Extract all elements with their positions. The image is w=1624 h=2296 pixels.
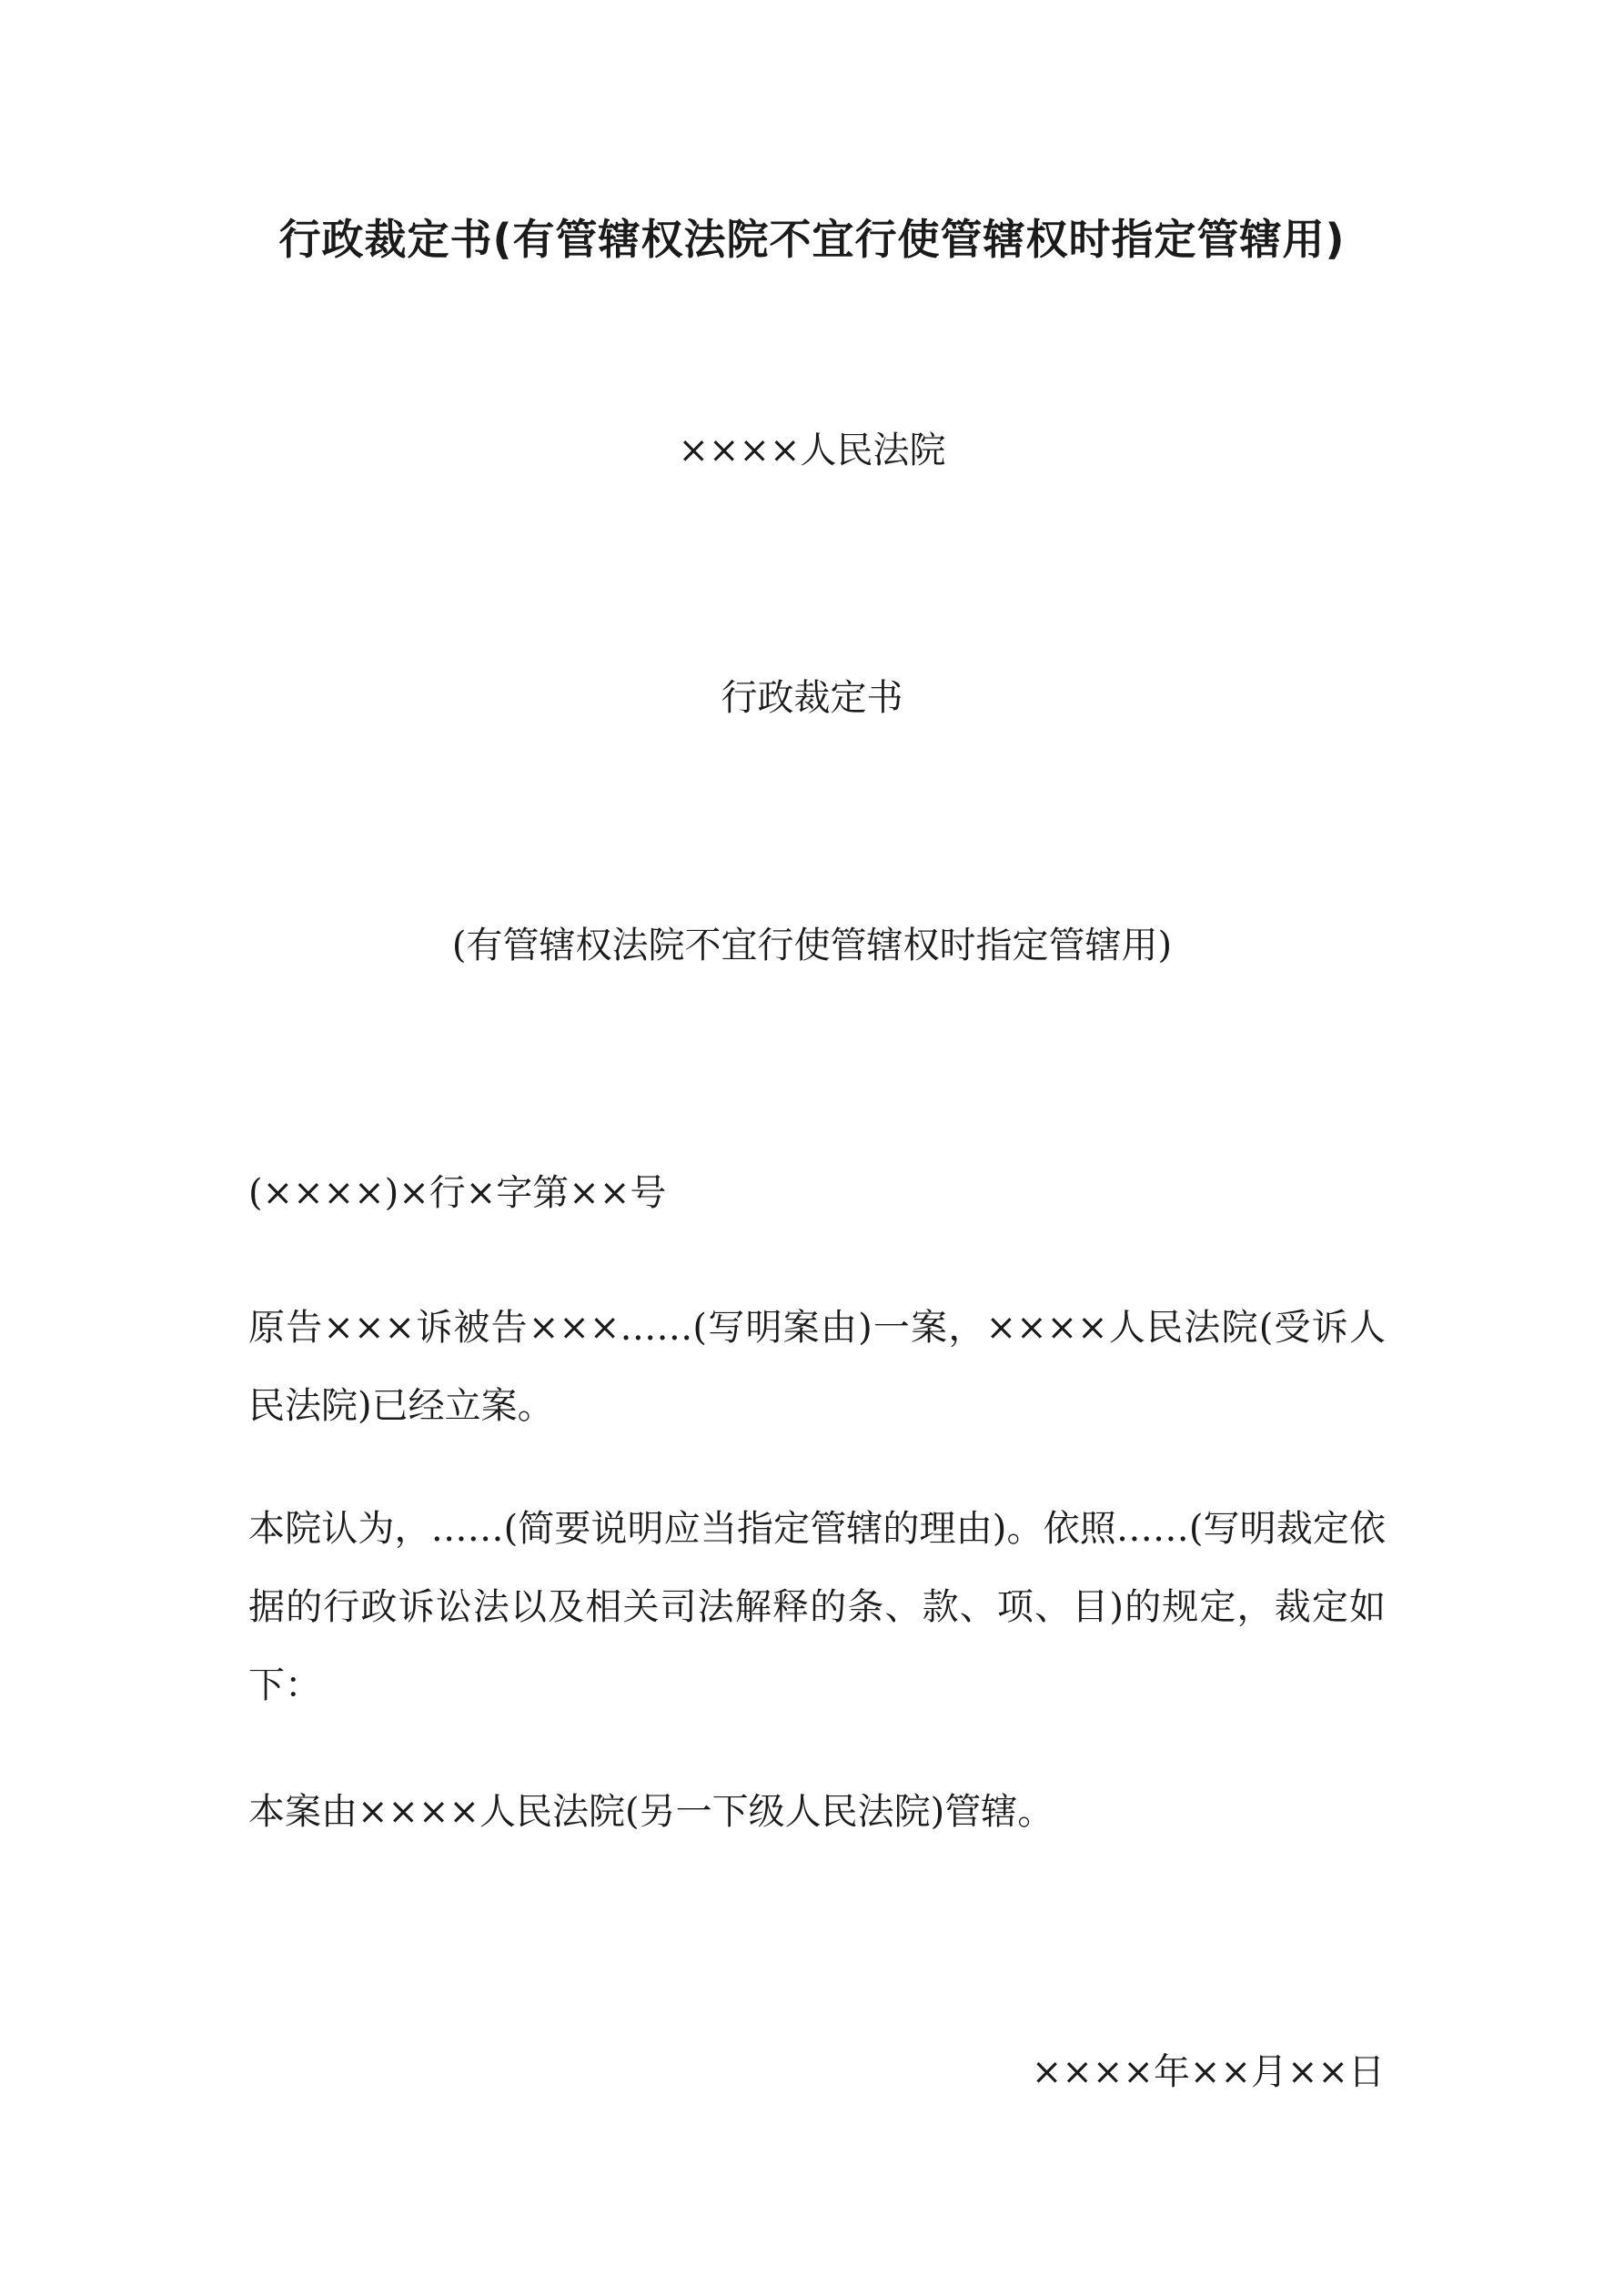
document-date: ××××年××月××日 <box>1031 2051 1385 2093</box>
court-name: ××××人民法院 <box>678 430 946 471</box>
paragraph-ruling: 本案由××××人民法院(另一下级人民法院)管辖。 <box>248 1791 1054 1833</box>
paragraph-case-facts: 原告×××诉被告×××……(写明案由)一案，××××人民法院(受诉人民法院)已经立案。 <box>248 1307 1386 1427</box>
case-number: (××××)×行×字第××号 <box>248 1172 667 1214</box>
paragraph-court-reasoning: 本院认为，……(简要说明应当指定管辖的理由)。依照……(写明裁定依据的行政诉讼法以及相关司法解释的条、款、项、目)的规定，裁定如下： <box>248 1508 1386 1706</box>
document-title: 行政裁定书(有管辖权法院不宜行使管辖权时指定管辖用) <box>278 215 1346 264</box>
document-subtitle: (有管辖权法院不宜行使管辖权时指定管辖用) <box>451 925 1173 966</box>
document-type: 行政裁定书 <box>721 677 903 719</box>
